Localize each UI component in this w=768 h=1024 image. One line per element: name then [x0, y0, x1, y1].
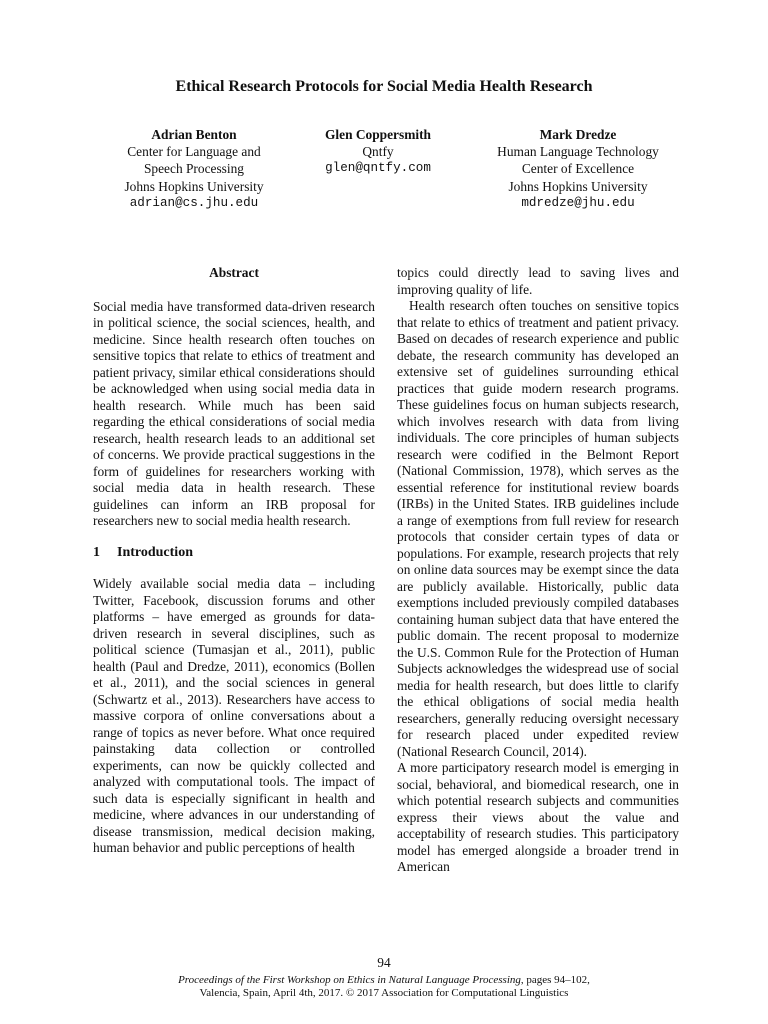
author-name: Adrian Benton: [151, 127, 237, 142]
author-affiliation: Qntfy: [362, 144, 394, 160]
author-email: mdredze@jhu.edu: [521, 195, 635, 210]
left-column: [93, 265, 375, 857]
section-number: 1: [93, 544, 100, 560]
footer-venue: Proceedings of the First Workshop on Ethics in Natural Language Processing: [178, 974, 521, 986]
author-affiliation: Center for Language and: [127, 144, 261, 160]
author-affiliation: Human Language Technology: [497, 144, 659, 160]
page-number: 94: [377, 955, 391, 970]
author-3: [468, 126, 688, 212]
author-affiliation: Speech Processing: [143, 161, 245, 177]
author-name: Glen Coppersmith: [324, 127, 431, 142]
author-1: [94, 126, 294, 212]
section-heading: [93, 545, 375, 562]
author-affiliation: Center of Excellence: [521, 161, 635, 177]
author-2: [286, 126, 470, 178]
block-quote: A more participatory research model is emerging in social, behavioral, and biomedical research, one in which potential research subjects and communities express their views about the value and acceptability of research studies. This participatory model has emerged alongside a broader trend in American: [397, 760, 679, 874]
author-block: [0, 126, 768, 218]
author-name: Mark Dredze: [539, 127, 617, 142]
author-affiliation: Johns Hopkins University: [508, 178, 648, 194]
right-column: [397, 265, 679, 876]
intro-paragraph-2: Health research often touches on sensitive topics that relate to ethics of treatment and patient privacy. Based on decades of research experience and public debate, the research community has developed an extensive set of guidelines surrounding ethical practices that guide modern research programs. These guidelines focus on human subjects research, which involves research with data from living individuals. The core principles of human subjects research were codified in the Belmont Report (National Commission, 1978), which serves as the essential reference for institutional review boards (IRBs) in the United States. IRB guidelines include a range of exemptions from full review for research protocols that consider certain types of data or populations. For example, research projects that rely on online data sources may be exempt since the data are publicly available. Historically, public data exemptions included previously compiled databases containing human subject data that have entered the public domain. The recent proposal to modernize the U.S. Common Rule for the Protection of Human Subjects acknowledges the widespread use of social media for health research, but does little to clarify the ethical obligations of social media health researchers, generally reducing oversight necessary for research placed under expedited review (National Research Council, 2014).: [397, 298, 679, 759]
author-email: adrian@cs.jhu.edu: [129, 195, 259, 210]
paper-title: Ethical Research Protocols for Social Media Health Research: [175, 78, 593, 95]
intro-paragraph-1: Widely available social media data – including Twitter, Facebook, discussion forums and other platforms – have emerged as grounds for data-driven research in several disciplines, such as political science (Tumasjan et al., 2011), public health (Paul and Dredze, 2011), economics (Bollen et al., 2011), and the social sciences in general (Schwartz et al., 2013). Researchers have access to massive corpora of online conversations about a range of topics as never before. What once required painstaking data collection or controlled experiments, can now be quickly collected and analyzed with computational tools. The impact of such data is especially significant in health and medicine, where advances in our understanding of disease transmission, medical decision making, human behavior and public perceptions of health: [93, 576, 375, 855]
author-email: glen@qntfy.com: [325, 161, 431, 176]
intro-paragraph-1-continued: topics could directly lead to saving lives and improving quality of life.: [397, 265, 679, 297]
section-title: Introduction: [117, 544, 193, 560]
footer-pages: , pages 94–102,: [520, 974, 590, 986]
proceedings-footer: [0, 974, 768, 1000]
abstract-heading: Abstract: [209, 265, 259, 280]
author-affiliation: Johns Hopkins University: [124, 178, 264, 194]
abstract-text: Social media have transformed data-driven research in political science, the social sciences, health, and medicine. Since health research often touches on sensitive topics that relate to ethics of treatment and patient privacy, similar ethical considerations should be acknowledged when using social media data in health research. While much has been said regarding the ethical considerations of social media research, health research leads to an additional set of concerns. We provide practical suggestions in the form of guidelines for researchers working with social media data in health research. These guidelines can inform an IRB proposal for researchers new to social media health research.: [93, 298, 375, 528]
footer-location-copyright: Valencia, Spain, April 4th, 2017. © 2017 Association for Computational Linguistics: [199, 987, 569, 999]
